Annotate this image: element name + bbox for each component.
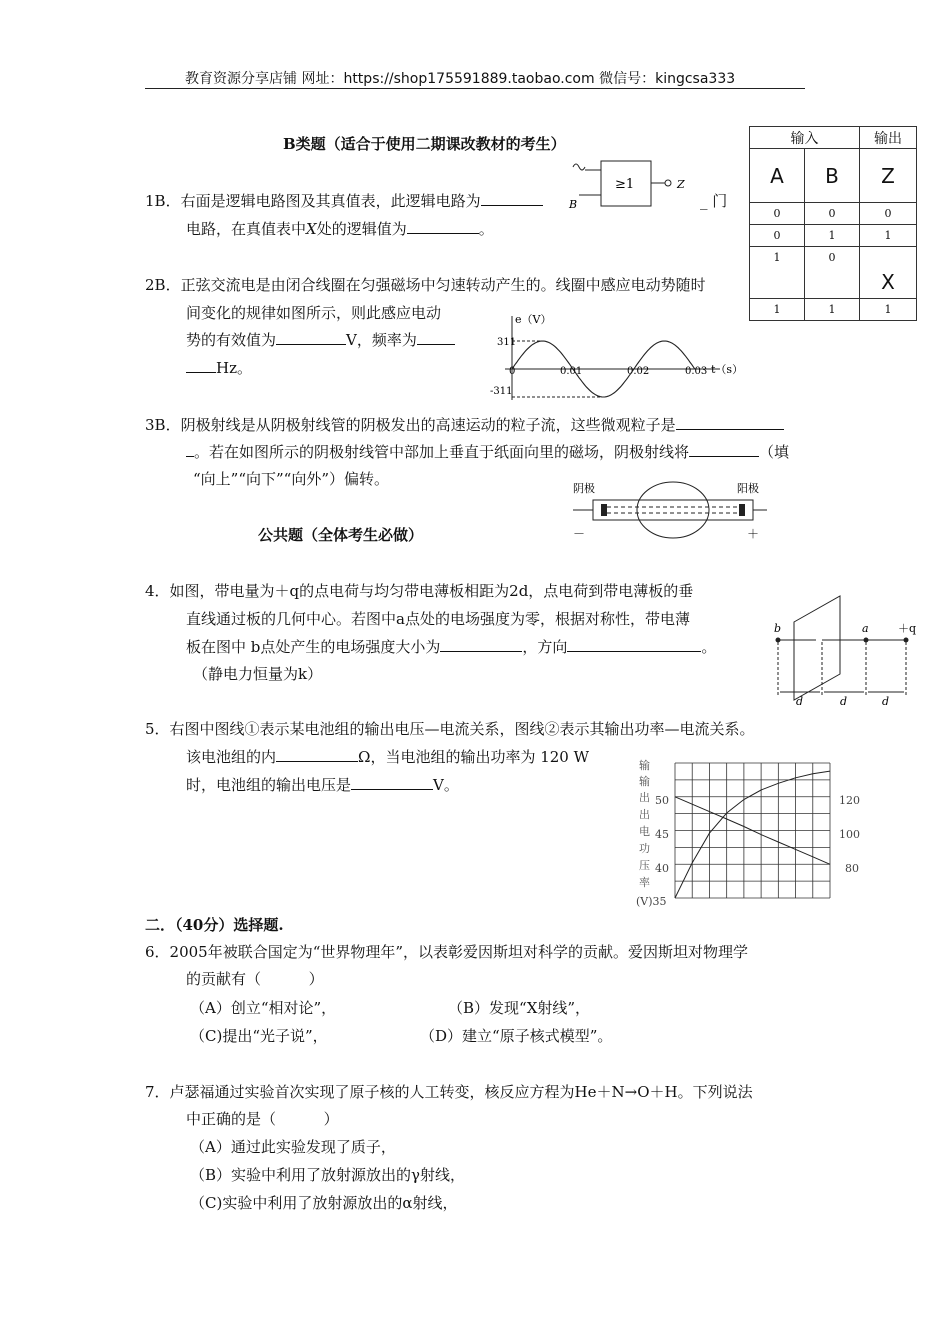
truth-table-head-out: 输出 [860,127,917,149]
gate-output-node [665,180,671,186]
battery-chart-plot [675,771,830,898]
q3b-line1: 3B．阴极射线是从阴极射线管的阴极发出的高速运动的粒子流，这些微观粒子是 [145,414,784,435]
table-row: 1 1 1 [750,299,917,321]
q6-line1: 6．2005年被联合国定为“世界物理年”，以表彰爱因斯坦对科学的贡献。爱因斯坦对物理学 [145,943,749,961]
point-a-label: a [862,622,869,635]
point-charge-q [904,638,909,643]
tube-anode-label: 阳极 [737,482,759,495]
q6-line2: 的贡献有（ ） [186,970,324,988]
q5-line2: 该电池组的内 Ω，当电池组的输出功率为 120 W [186,748,590,766]
q3b-blank-1a[interactable] [676,415,784,430]
tube-anode-electrode [739,504,745,516]
tick-left-40: 40 [655,862,669,875]
q2b-line2: 间变化的规律如图所示，则此感应电动 [186,304,442,322]
axis-label-char: 出 [639,808,650,821]
table-row: 0 1 1 [750,225,917,247]
battery-chart [633,755,873,907]
q2b-line4: Hz。 [186,357,252,378]
sine-tick-x-002: 0.02 [627,366,650,377]
charged-plate [794,596,840,700]
axis-label-char: 压 [639,859,650,872]
q3b-line2: 。若在如图所示的阴极射线管中部加上垂直于纸面向里的磁场，阴极射线将 （填 [186,441,789,462]
q1b-blank-2[interactable] [407,219,479,234]
q2b-blank-1[interactable] [276,330,346,345]
page-header: 教育资源分享店铺 网址：https://shop175591889.taobao.com 微信号：kingcsa333 [185,71,736,87]
sine-xlabel: t（s） [711,363,744,376]
table-row: 1 0 X [750,247,917,299]
axis-label-char: 率 [639,876,650,889]
q4-blank-2[interactable] [567,637,701,652]
q2b-blank-2b[interactable] [186,358,216,373]
tick-left-35: (V)35 [636,895,667,907]
gate-input-a-symbol [573,164,585,170]
q4-blank-1[interactable] [440,637,522,652]
tube-cathode-electrode [601,504,607,516]
gate-label: ≥1 [615,177,635,192]
section-2-title: 二．（40分）选择题. [145,916,284,934]
point-b-label: b [774,622,782,635]
dim-label-d1: d [796,695,804,708]
tick-left-50: 50 [655,794,669,807]
q7-option-b[interactable]: （B）实验中利用了放射源放出的γ射线， [190,1166,465,1184]
axis-label-char: 输 [639,759,650,772]
q7-option-a[interactable]: （A）通过此实验发现了质子， [190,1138,396,1156]
q2b-line1: 2B．正弦交流电是由闭合线圈在匀强磁场中匀速转动产生的。线圈中感应电动势随时 [145,276,706,294]
sine-wave-chart [485,310,745,402]
table-row: 0 0 0 [750,203,917,225]
q6-option-c[interactable]: （C)提出“光子说”， [190,1027,328,1045]
section-b-title: B类题（适合于使用二期课改教材的考生） [283,135,566,153]
q4-line2: 直线通过板的几何中心。若图中a点处的电场强度为零，根据对称性，带电薄 [186,610,690,628]
dim-label-d2: d [840,695,848,708]
truth-table [749,126,917,321]
q5-line3: 时，电池组的输出电压是 V。 [186,776,459,794]
q1b-gate-suffix: _ 门 [700,192,728,210]
q1b-line2: 电路，在真值表中X处的逻辑值为 。 [186,220,494,238]
or-gate-diagram [565,155,705,210]
q5-line1: 5．右图中图线①表示某电池组的输出电压—电流关系，图线②表示其输出功率—电流关系。 [145,720,755,738]
sine-tick-y-neg311: -311 [490,386,513,397]
tube-minus-label: － [573,527,586,541]
sine-ylabel: e（V） [515,313,552,326]
truth-table-col-a: A [750,149,805,203]
axis-label-char: 电 [639,825,650,838]
truth-table-col-b: B [805,149,860,203]
sine-tick-x-001: 0.01 [560,366,583,377]
gate-in-b-label: B [569,198,578,210]
tick-right-100: 100 [839,828,860,841]
q7-option-c[interactable]: （C)实验中利用了放射源放出的α射线， [190,1194,458,1212]
tick-right-80: 80 [845,862,859,875]
series-2-power-line [675,771,830,898]
charged-plate-diagram [764,592,924,712]
header-rule [145,88,805,89]
sine-tick-x-0: 0 [509,366,516,377]
point-a [864,638,869,643]
sine-tick-y-311: 311 [497,337,517,348]
point-b [776,638,781,643]
tick-right-120: 120 [839,794,860,807]
q7-line1: 7．卢瑟福通过实验首次实现了原子核的人工转变，核反应方程为He＋N→O＋H。下列说法 [145,1083,753,1101]
cathode-ray-tube-diagram [565,478,775,544]
tube-cathode-label: 阴极 [573,482,595,495]
axis-label-char: 功 [639,842,650,855]
q3b-line3: “向上”“向下”“向外”）偏转。 [193,470,390,488]
tick-left-45: 45 [655,828,669,841]
sine-tick-x-003: 0.03 [685,366,708,377]
q4-line3: 板在图中 b点处产生的电场强度大小为 ，方向 。 [186,638,717,656]
q5-blank-1[interactable] [276,747,358,762]
q5-blank-2[interactable] [351,775,433,790]
truth-table-col-z: Z [860,149,917,203]
tube-body [593,500,753,520]
q7-line2: 中正确的是（ ） [186,1110,339,1128]
q4-line1: 4．如图，带电量为＋q的点电荷与均匀带电薄板相距为2d，点电荷到带电薄板的垂 [145,582,694,600]
q2b-blank-2a[interactable] [417,330,455,345]
q3b-blank-1b[interactable] [186,442,194,457]
point-q-label: ＋q [898,622,917,635]
q4-line4: （静电力恒量为k） [193,665,323,683]
q6-option-a[interactable]: （A）创立“相对论”， [190,999,337,1017]
dim-label-d3: d [882,695,890,708]
q3b-blank-2[interactable] [689,442,759,457]
q6-option-b[interactable]: （B）发现“X射线”， [448,999,591,1017]
section-public-title: 公共题（全体考生必做） [258,526,424,544]
q6-option-d[interactable]: （D）建立“原子核式模型”。 [420,1027,613,1045]
truth-table-x-cell: X [860,247,917,299]
axis-label-char: 输 [639,775,650,788]
truth-table-head-in: 输入 [750,127,860,149]
q1b-blank-1[interactable] [481,191,543,206]
gate-out-label: Z [677,178,685,191]
axis-label-char: 出 [639,791,650,804]
tube-plus-label: ＋ [747,527,760,541]
q2b-line3: 势的有效值为 V，频率为 [186,329,455,350]
q1b-line1: 1B．右面是逻辑电路图及其真值表，此逻辑电路为 [145,190,543,211]
